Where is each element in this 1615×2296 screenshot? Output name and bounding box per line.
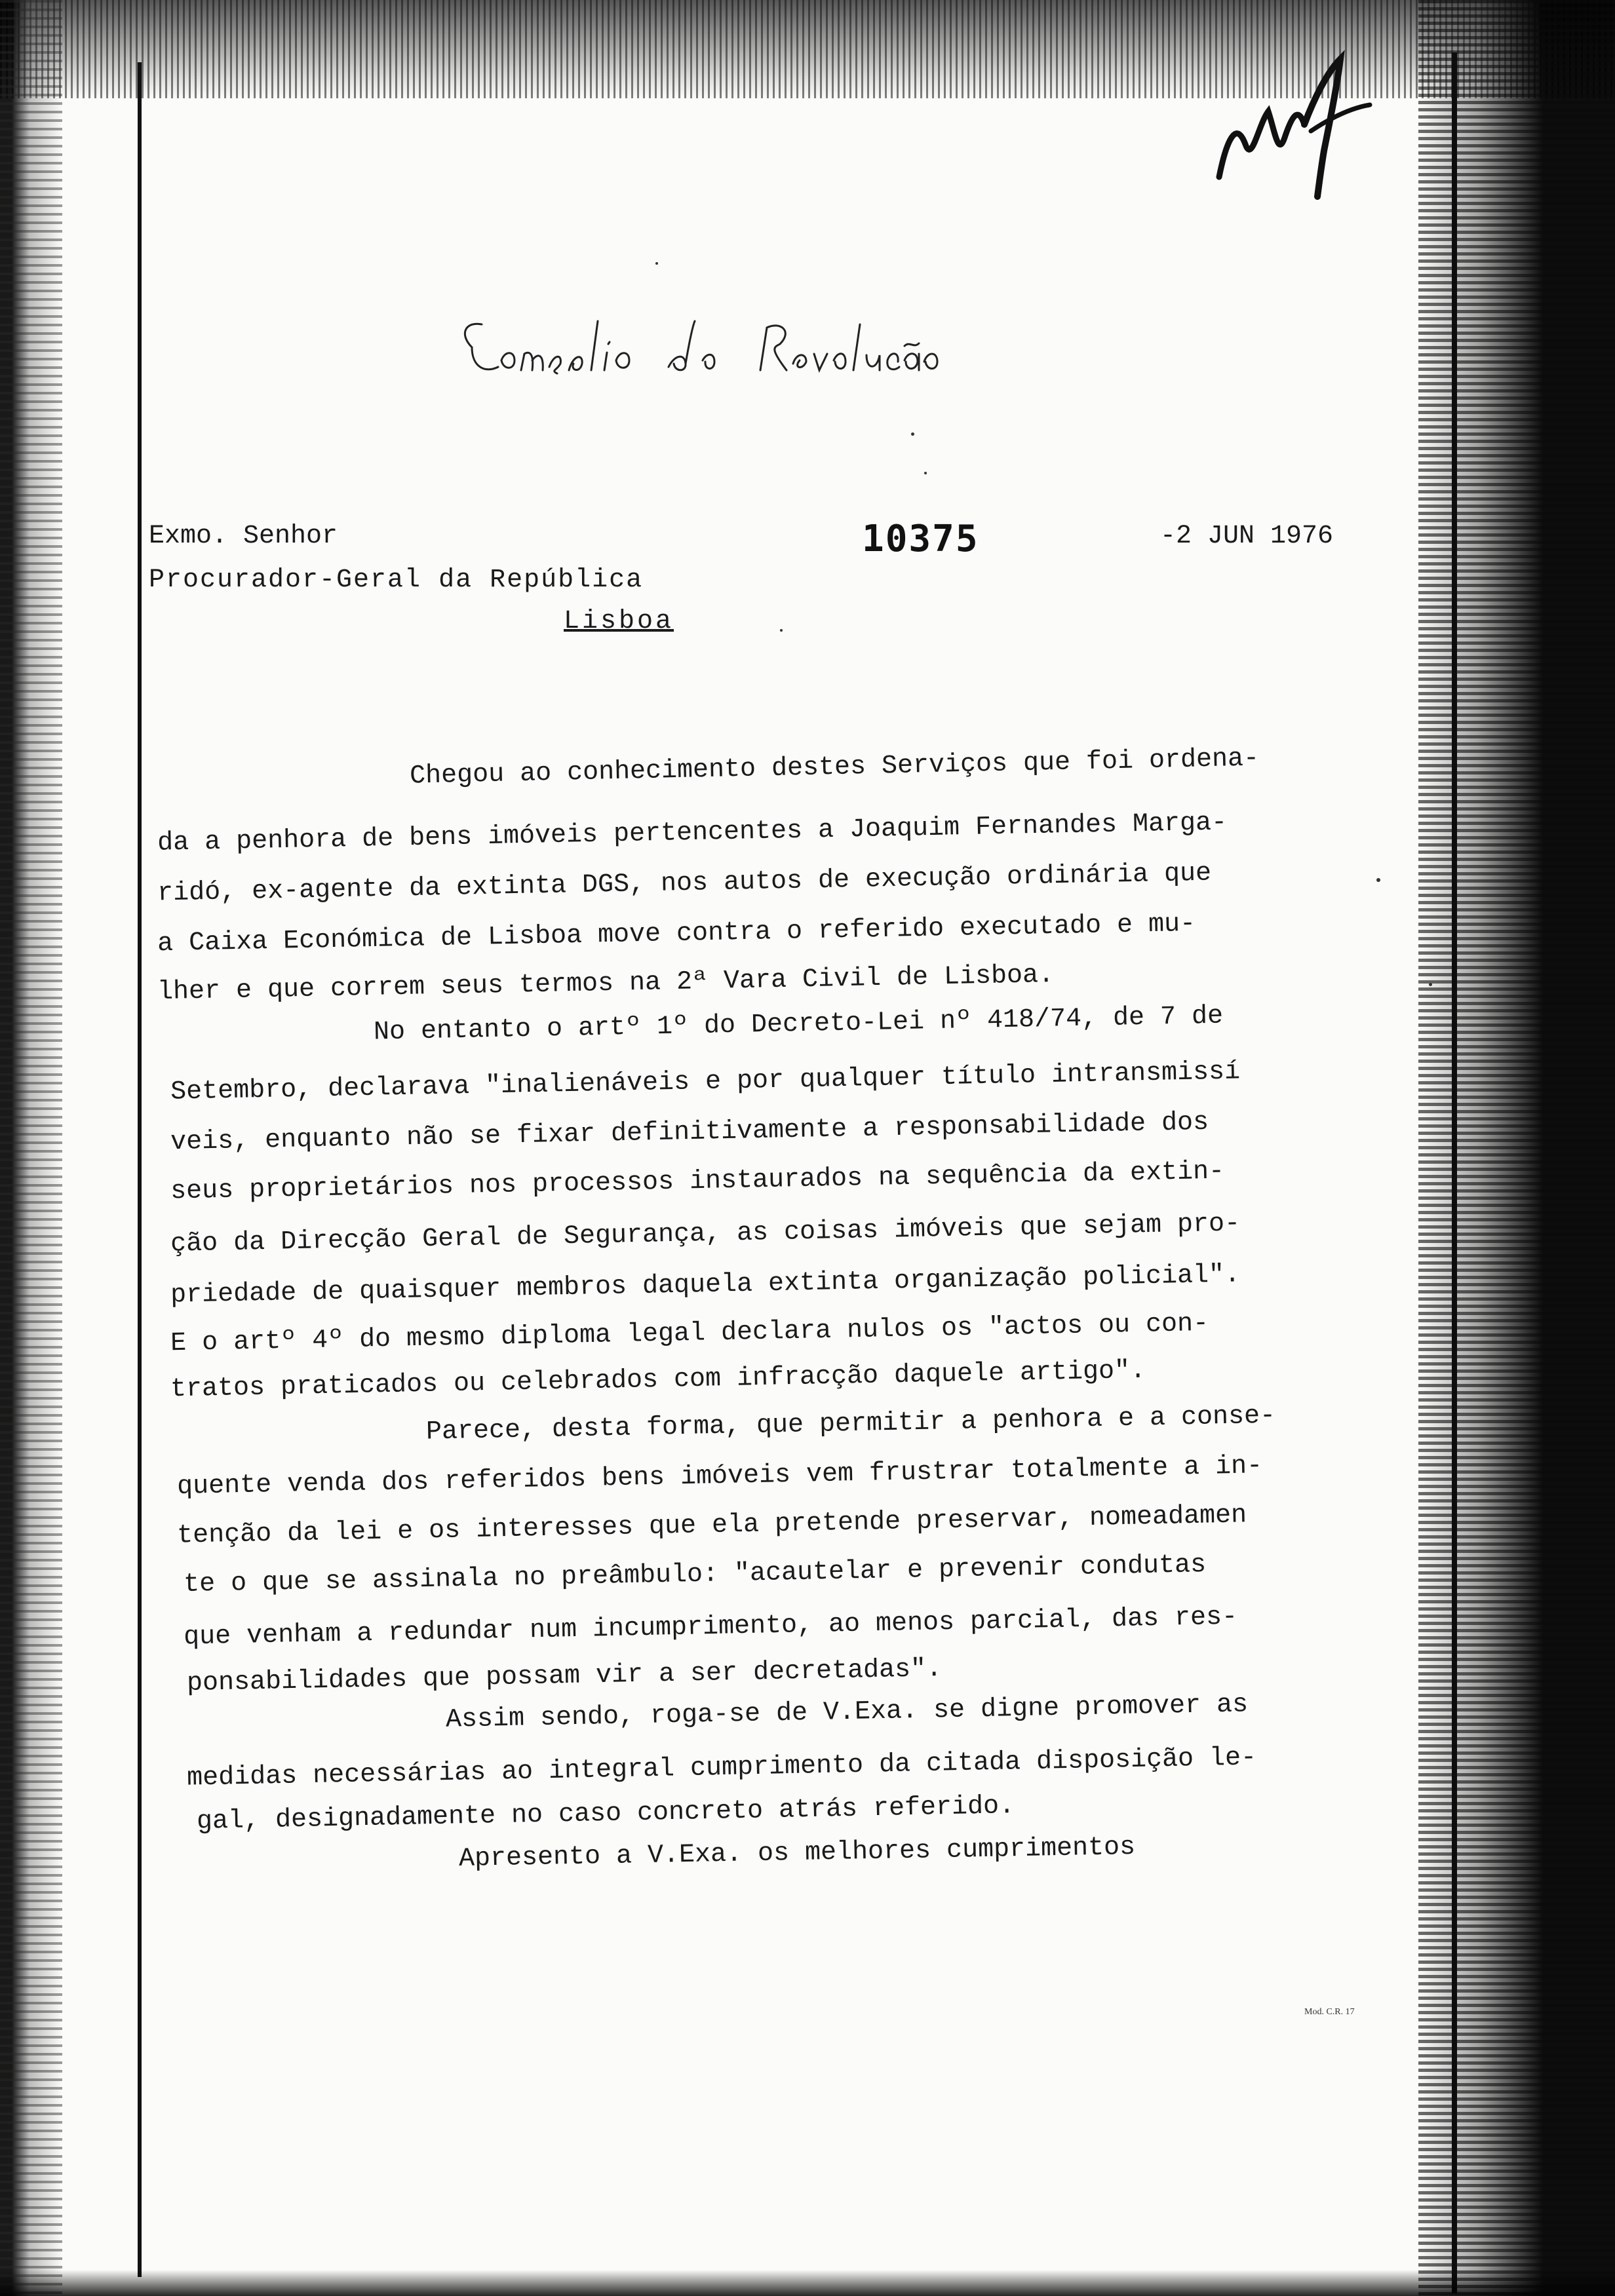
recipient-city: Lisboa (564, 607, 674, 636)
closing-line: Apresento a V.Exa. os melhores cumprimentos (458, 1832, 1136, 1875)
body-line: veis, enquanto não se fixar definitivamente a responsabilidade dos (170, 1107, 1209, 1158)
form-reference: Mod. C.R. 17 (1304, 2007, 1355, 2017)
page-edge-left (138, 62, 142, 2277)
handwritten-signature (1206, 46, 1376, 203)
body-line: tratos praticados ou celebrados com infracção daquele artigo". (170, 1356, 1146, 1405)
body-line: ção da Direcção Geral de Segurança, as coisas imóveis que sejam pro- (170, 1209, 1241, 1259)
reference-number: 10375 (862, 518, 979, 560)
body-line: Chegou ao conhecimento destes Serviços que foi ordena- (409, 744, 1260, 792)
body-line: tenção da lei e os interesses que ela pretende preservar, nomeadamen (176, 1501, 1247, 1551)
date-stamp: -2 JUN 1976 (1160, 522, 1334, 551)
body-line: Setembro, declarava "inalienáveis e por qualquer título intransmissí (170, 1057, 1241, 1107)
body-line: medidas necessárias ao integral cumprimento da citada disposição le- (186, 1743, 1257, 1793)
body-line: lher e que correm seus termos na 2ª Vara Civil de Lisboa. (157, 960, 1055, 1008)
scan-speck (924, 472, 927, 474)
scan-speck (780, 629, 783, 632)
body-line: seus proprietários nos processos instaurados na sequência da extin- (170, 1157, 1225, 1207)
body-line: que venham a redundar num incumprimento, ao menos parcial, das res- (183, 1602, 1238, 1653)
body-line: Assim sendo, roga-se de V.Exa. se digne promover as (445, 1690, 1249, 1735)
scan-speck (1429, 983, 1432, 986)
body-line: te o que se assinala no preâmbulo: "acautelar e prevenir condutas (183, 1550, 1207, 1599)
scan-noise-right (1418, 0, 1615, 2296)
scan-speck (911, 432, 914, 436)
letterhead-script (452, 308, 950, 393)
body-line: a Caixa Económica de Lisboa move contra o referido executado e mu- (157, 909, 1196, 959)
body-line: Parece, desta forma, que permitir a penhora e a conse- (425, 1401, 1276, 1447)
body-line: No entanto o artº 1º do Decreto-Lei nº 418/74, de 7 de (373, 1001, 1224, 1048)
scan-speck (1376, 878, 1380, 882)
scan-noise-left (0, 0, 62, 2296)
body-line: da a penhora de bens imóveis pertencentes a Joaquim Fernandes Marga- (157, 808, 1228, 858)
body-line: quente venda dos referidos bens imóveis vem frustrar totalmente a in- (176, 1451, 1263, 1502)
body-line: priedade de quaisquer membros daquela extinta organização policial". (170, 1260, 1241, 1311)
salutation: Exmo. Senhor (149, 522, 338, 551)
body-line: E o artº 4º do mesmo diploma legal declara nulos os "actos ou con- (170, 1309, 1209, 1359)
recipient: Procurador-Geral da República (149, 565, 644, 595)
page-edge-right (1452, 52, 1457, 2293)
body-line: ponsabilidades que possam vir a ser decretadas". (186, 1654, 943, 1699)
scan-speck (655, 262, 658, 265)
body-line: ridó, ex-agente da extinta DGS, nos autos de execução ordinária que (157, 858, 1212, 909)
scan-noise-bottom (0, 2270, 1615, 2296)
body-line: gal, designadamente no caso concreto atrás referido. (196, 1791, 1015, 1837)
